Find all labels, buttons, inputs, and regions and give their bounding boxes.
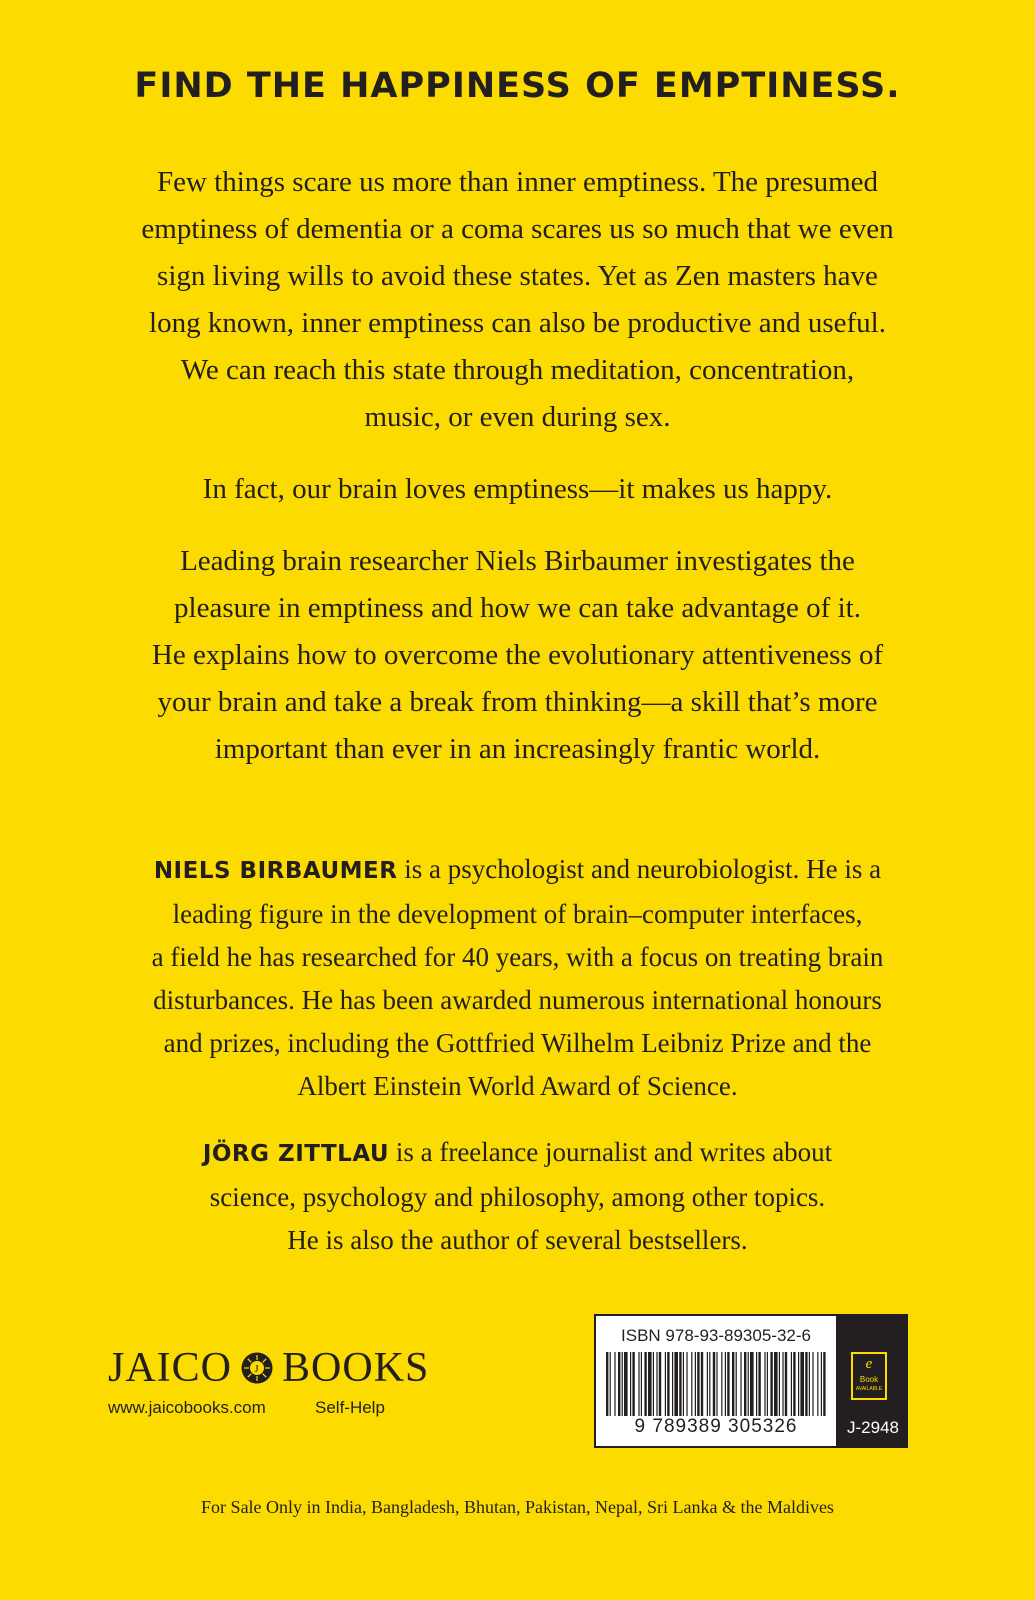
text-line: long known, inner emptiness can also be productive and useful. [149, 307, 886, 339]
text-line: a field he has researched for 40 years, with a focus on treating brain [151, 942, 884, 972]
emblem-letter: J [254, 1363, 260, 1375]
author-name: NIELS BIRBAUMER [153, 858, 398, 884]
text-line: pleasure in emptiness and how we can take advantage of it. [174, 592, 861, 624]
text-line: science, psychology and philosophy, among other topics. [209, 1182, 826, 1212]
blurb-paragraph-1 [0, 159, 1035, 441]
blurb-paragraph-3 [0, 538, 1035, 773]
author-name: JÖRG ZITTLAU [202, 1141, 390, 1167]
sale-territory-notice: For Sale Only in India, Bangladesh, Bhutan, Pakistan, Nepal, Sri Lanka & the Maldives [201, 1497, 834, 1517]
publisher-name-right: BOOKS [282, 1345, 430, 1391]
text-line: your brain and take a break from thinking—a skill that’s more [157, 686, 878, 718]
text-line: Few things scare us more than inner emptiness. The presumed [156, 166, 879, 198]
product-code: J-2948 [847, 1418, 899, 1437]
publisher-name-left: JAICO [108, 1345, 233, 1391]
text-line: He is also the author of several bestsellers. [287, 1225, 748, 1255]
text-line: Albert Einstein World Award of Science. [297, 1071, 738, 1101]
text-line: music, or even during sex. [364, 401, 671, 433]
text-line: sign living wills to avoid these states. Yet as Zen masters have [157, 260, 878, 292]
ebook-available-label: AVAILABLE [855, 1386, 883, 1392]
ebook-e: e [865, 1356, 873, 1372]
text-line [0, 1131, 1035, 1176]
barcode [594, 1314, 838, 1448]
text-line: He explains how to overcome the evolutionary attentiveness of [151, 639, 884, 671]
ebook-label: Book [859, 1375, 879, 1384]
author-bio-zittlau [0, 1131, 1035, 1262]
isbn-label: ISBN 978-93-89305-32-6 [621, 1326, 811, 1345]
ebook-panel [838, 1314, 908, 1448]
publisher-logo [108, 1344, 429, 1392]
barcode-digits: 9 789389 305326 [634, 1416, 798, 1437]
text-line [0, 848, 1035, 893]
blurb-paragraph-2 [0, 466, 1035, 513]
text-line: emptiness of dementia or a coma scares us so much that we even [141, 213, 894, 245]
bio-text: is a psychologist and neurobiologist. He is a [397, 854, 882, 884]
text-line: Leading brain researcher Niels Birbaumer investigates the [180, 545, 855, 577]
text-line: leading figure in the development of brain–computer interfaces, [172, 899, 863, 929]
text-line: important than ever in an increasingly frantic world. [214, 733, 821, 765]
sun-emblem-icon [240, 1351, 274, 1385]
book-category: Self-Help [315, 1398, 385, 1417]
author-bio-birbaumer [0, 848, 1035, 1108]
ebook-available-icon [851, 1352, 887, 1400]
publisher-url: www.jaicobooks.com [108, 1398, 266, 1417]
barcode-bars [606, 1352, 826, 1416]
bio-text: is a freelance journalist and writes about [389, 1137, 833, 1167]
text-line: and prizes, including the Gottfried Wilhelm Leibniz Prize and the [163, 1028, 872, 1058]
text-line: disturbances. He has been awarded numerous international honours [153, 985, 882, 1015]
text-line: In fact, our brain loves emptiness—it makes us happy. [202, 473, 833, 505]
headline: FIND THE HAPPINESS OF EMPTINESS. [134, 66, 901, 106]
text-line: We can reach this state through meditation, concentration, [180, 354, 855, 386]
